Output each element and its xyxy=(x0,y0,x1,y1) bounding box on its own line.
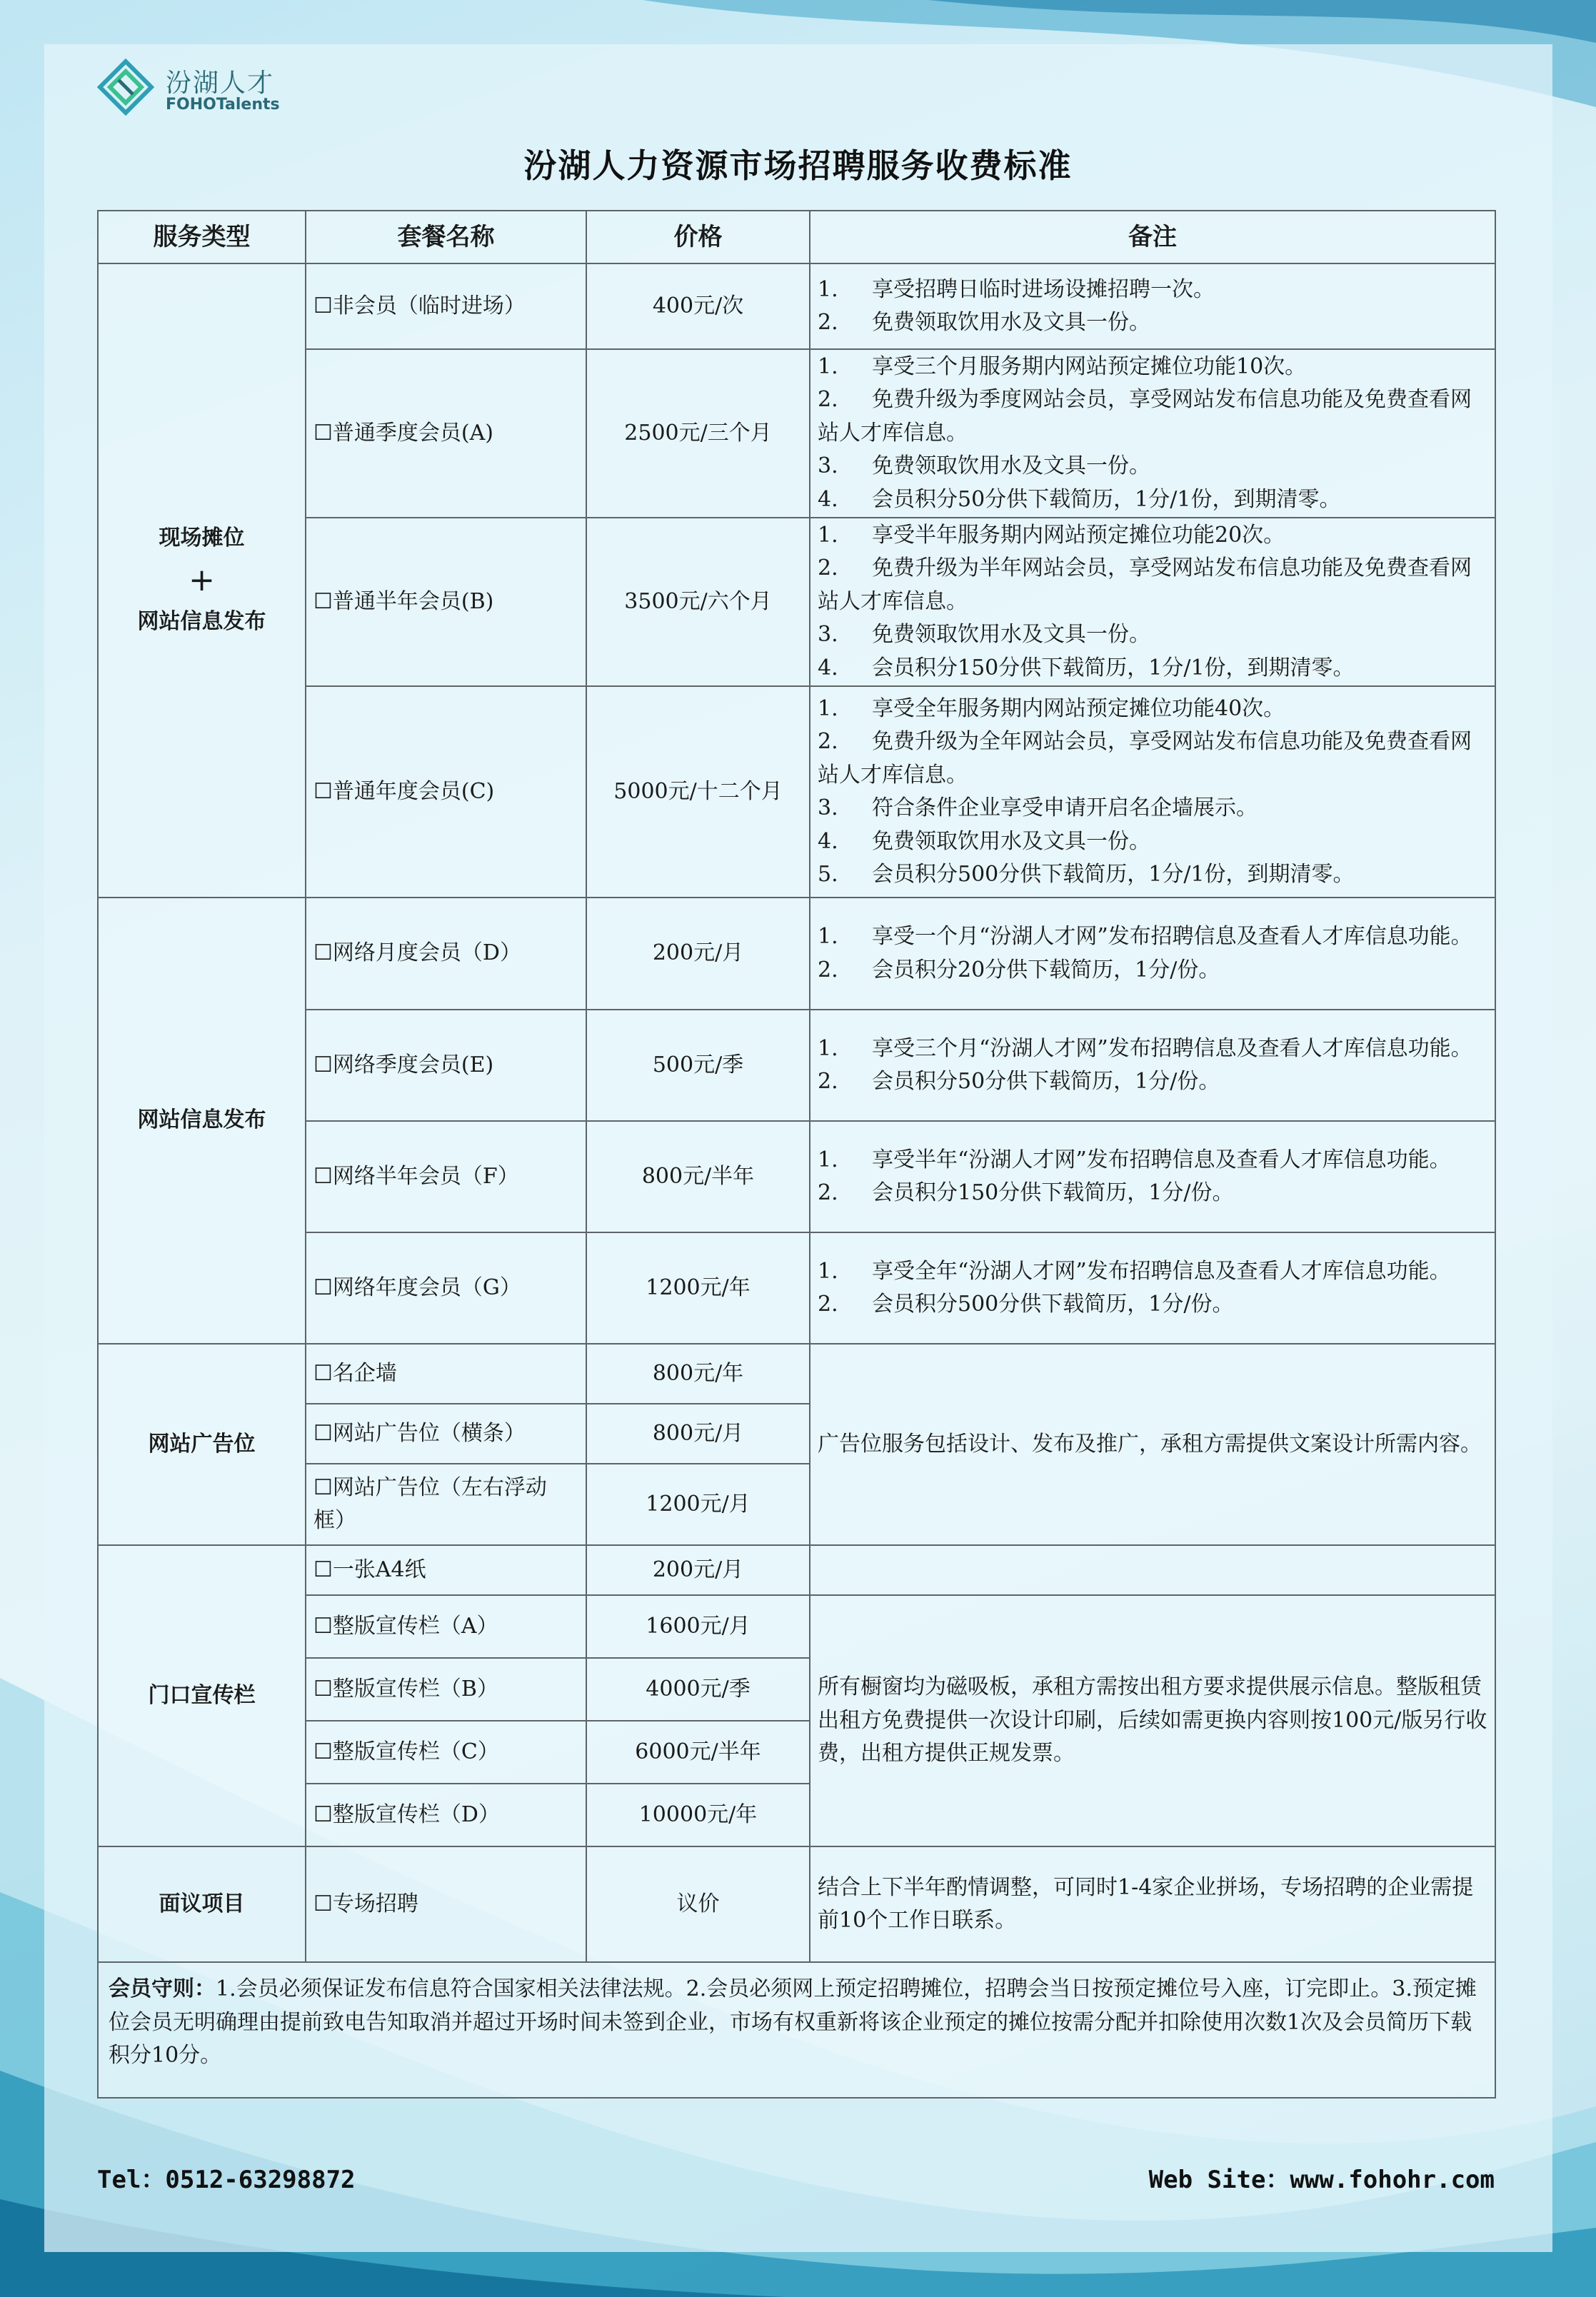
category-line: 现场摊位 xyxy=(159,526,245,551)
note-item: 3. 符合条件企业享受申请开启名企墙展示。 xyxy=(818,795,1258,820)
package-name: ☐网络半年会员（F） xyxy=(306,1121,586,1232)
rules-text: 1.会员必须保证发布信息符合国家相关法律法规。2.会员必须网上预定招聘摊位，招聘会当日按预定摊位号入座，订完即止。3.预定摊位会员无明确理由提前致电告知取消并超过开场时间未签到企业，市场有权重新将该企业预定的摊位按需分配并扣除使用次数1次及会员简历下载积分10分。 xyxy=(109,1976,1477,2068)
package-name: ☐整版宣传栏（B） xyxy=(306,1658,586,1721)
category-website-ads: 网站广告位 xyxy=(98,1344,306,1545)
package-price: 1200元/月 xyxy=(586,1464,810,1545)
package-name: ☐名企墙 xyxy=(306,1344,586,1404)
note-item: 1. 享受招聘日临时进场设摊招聘一次。 xyxy=(818,276,1215,302)
note-item: 4. 会员积分150分供下载简历，1分/1份，到期清零。 xyxy=(818,655,1355,680)
category-line: 网站信息发布 xyxy=(137,609,266,635)
package-price: 400元/次 xyxy=(586,263,810,349)
package-price: 500元/季 xyxy=(586,1010,810,1121)
package-price: 800元/年 xyxy=(586,1344,810,1404)
note-item: 1. 享受全年“汾湖人才网”发布招聘信息及查看人才库信息功能。 xyxy=(818,1258,1451,1284)
package-notes xyxy=(810,263,1495,349)
category-website-publishing: 网站信息发布 xyxy=(98,898,306,1344)
note-item: 5. 会员积分500分供下载简历，1分/1份，到期清零。 xyxy=(818,862,1355,887)
package-name: ☐整版宣传栏（A） xyxy=(306,1595,586,1658)
package-name: ☐专场招聘 xyxy=(306,1846,586,1962)
header-price: 价格 xyxy=(586,211,810,263)
note-item: 2. 会员积分50分供下载简历，1分/份。 xyxy=(818,1069,1220,1094)
table-row xyxy=(98,518,1495,686)
note-item: 1. 享受三个月“汾湖人才网”发布招聘信息及查看人才库信息功能。 xyxy=(818,1035,1472,1061)
package-name: ☐非会员（临时进场） xyxy=(306,263,586,349)
note-item: 2. 免费升级为季度网站会员，享受网站发布信息功能及免费查看网站人才库信息。 xyxy=(818,387,1472,446)
boards-notes: 所有橱窗均为磁吸板，承租方需按出租方要求提供展示信息。整版租赁出租方免费提供一次设计印刷，后续如需更换内容则按100元/版另行收费，出租方提供正规发票。 xyxy=(810,1595,1495,1846)
special-notes: 结合上下半年酌情调整，可同时1-4家企业拼场，专场招聘的企业需提前10个工作日联系。 xyxy=(810,1846,1495,1962)
page-title: 汾湖人力资源市场招聘服务收费标准 xyxy=(523,146,1073,185)
note-item: 2. 会员积分20分供下载简历，1分/份。 xyxy=(818,957,1220,982)
table-row xyxy=(98,1595,1495,1658)
table-row xyxy=(98,898,1495,1010)
note-item: 1. 享受半年“汾湖人才网”发布招聘信息及查看人才库信息功能。 xyxy=(818,1147,1451,1172)
table-row xyxy=(98,1232,1495,1344)
package-price: 200元/月 xyxy=(586,898,810,1010)
package-name: ☐网络月度会员（D） xyxy=(306,898,586,1010)
logo xyxy=(97,59,297,123)
package-notes xyxy=(810,1121,1495,1232)
package-notes xyxy=(810,1010,1495,1121)
table-row xyxy=(98,1010,1495,1121)
package-price: 5000元/十二个月 xyxy=(586,686,810,898)
note-item: 2. 会员积分150分供下载简历，1分/份。 xyxy=(818,1180,1234,1205)
empty-note xyxy=(810,1545,1495,1595)
note-item: 1. 享受三个月服务期内网站预定摊位功能10次。 xyxy=(818,353,1307,379)
fee-table xyxy=(97,210,1496,2099)
logo-mark-icon xyxy=(97,59,154,116)
package-name: ☐普通年度会员(C) xyxy=(306,686,586,898)
package-price: 4000元/季 xyxy=(586,1658,810,1721)
table-row xyxy=(98,1846,1495,1962)
package-price: 3500元/六个月 xyxy=(586,518,810,686)
member-rules xyxy=(98,1962,1495,2098)
rules-label: 会员守则： xyxy=(109,1976,216,2001)
package-name: ☐网站广告位（左右浮动框） xyxy=(306,1464,586,1545)
package-price: 10000元/年 xyxy=(586,1784,810,1846)
package-price: 800元/月 xyxy=(586,1404,810,1464)
logo-english-name: FOHOTalents xyxy=(166,96,280,114)
package-price: 1200元/年 xyxy=(586,1232,810,1344)
category-door-boards: 门口宣传栏 xyxy=(98,1545,306,1846)
package-name: ☐网络季度会员(E) xyxy=(306,1010,586,1121)
package-price: 1600元/月 xyxy=(586,1595,810,1658)
note-item: 4. 会员积分50分供下载简历，1分/1份，到期清零。 xyxy=(818,486,1341,512)
package-name: ☐普通季度会员(A) xyxy=(306,349,586,518)
category-onsite-booth xyxy=(98,263,306,898)
package-notes xyxy=(810,686,1495,898)
member-rules-row xyxy=(98,1962,1495,2098)
note-item: 4. 免费领取饮用水及文具一份。 xyxy=(818,828,1150,854)
package-name: ☐普通半年会员(B) xyxy=(306,518,586,686)
package-price: 200元/月 xyxy=(586,1545,810,1595)
package-price: 议价 xyxy=(586,1846,810,1962)
package-notes xyxy=(810,518,1495,686)
category-negotiable: 面议项目 xyxy=(98,1846,306,1962)
ads-notes: 广告位服务包括设计、发布及推广，承租方需提供文案设计所需内容。 xyxy=(810,1344,1495,1545)
note-item: 1. 享受全年服务期内网站预定摊位功能40次。 xyxy=(818,695,1285,721)
note-item: 2. 免费升级为半年网站会员，享受网站发布信息功能及免费查看网站人才库信息。 xyxy=(818,556,1472,614)
note-item: 2. 免费领取饮用水及文具一份。 xyxy=(818,310,1150,335)
table-header-row xyxy=(98,211,1495,263)
package-name: ☐网络年度会员（G） xyxy=(306,1232,586,1344)
table-row xyxy=(98,1121,1495,1232)
footer-telephone: Tel：0512-63298872 xyxy=(97,2166,356,2194)
package-price: 800元/半年 xyxy=(586,1121,810,1232)
note-item: 2. 会员积分500分供下载简历，1分/份。 xyxy=(818,1292,1234,1317)
package-notes xyxy=(810,898,1495,1010)
logo-chinese-name: 汾湖人才 xyxy=(166,69,275,98)
category-plus: + xyxy=(189,561,215,598)
table-row xyxy=(98,349,1495,518)
table-row xyxy=(98,686,1495,898)
package-name: ☐整版宣传栏（C） xyxy=(306,1721,586,1784)
note-item: 3. 免费领取饮用水及文具一份。 xyxy=(818,622,1150,648)
note-item: 1. 享受半年服务期内网站预定摊位功能20次。 xyxy=(818,522,1285,548)
package-name: ☐整版宣传栏（D） xyxy=(306,1784,586,1846)
package-price: 2500元/三个月 xyxy=(586,349,810,518)
package-price: 6000元/半年 xyxy=(586,1721,810,1784)
package-name: ☐网站广告位（横条） xyxy=(306,1404,586,1464)
note-item: 1. 享受一个月“汾湖人才网”发布招聘信息及查看人才库信息功能。 xyxy=(818,924,1472,949)
note-item: 2. 免费升级为全年网站会员，享受网站发布信息功能及免费查看网站人才库信息。 xyxy=(818,729,1472,788)
table-row xyxy=(98,1545,1495,1595)
package-notes xyxy=(810,349,1495,518)
footer-website[interactable]: Web Site：www.fohohr.com xyxy=(1148,2166,1495,2194)
header-package-name: 套餐名称 xyxy=(306,211,586,263)
package-name: ☐一张A4纸 xyxy=(306,1545,586,1595)
header-remarks: 备注 xyxy=(810,211,1495,263)
table-row xyxy=(98,263,1495,349)
package-notes xyxy=(810,1232,1495,1344)
table-row xyxy=(98,1344,1495,1404)
header-service-type: 服务类型 xyxy=(98,211,306,263)
note-item: 3. 免费领取饮用水及文具一份。 xyxy=(818,453,1150,479)
